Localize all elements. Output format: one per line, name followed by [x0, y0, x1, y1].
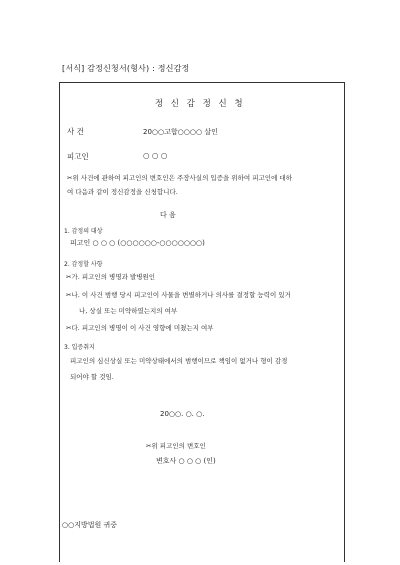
- form-label: [서식] 감정신청서(형사) : 정신감정: [62, 64, 190, 73]
- section-2-item-a: ✂가. 피고인의 병명과 발병원인: [66, 273, 156, 281]
- court-recipient: ○○지방법원 귀중: [62, 521, 118, 529]
- section-2-item-b-line-2: 나, 상실 또는 미약하였는지의 여부: [79, 307, 178, 315]
- section-3-title: 3. 입증취지: [64, 344, 95, 351]
- intro-line-1: ✂위 사건에 관하여 피고인의 변호인은 주장사실의 입증을 위하여 피고인에 대하: [67, 174, 292, 182]
- defendant-name: ○ ○ ○: [143, 151, 168, 160]
- signature-line-2: 변호사 ○ ○ ○ (인): [156, 457, 216, 465]
- case-value: 20○○고합○○○○ 살인: [143, 128, 218, 136]
- section-2-item-c: ✂다. 피고인의 병명이 이 사건 영향에 미쳤는지 여부: [66, 324, 214, 332]
- document-date: 20○○. ○. ○.: [160, 410, 205, 418]
- intro-line-2: 여 다음과 같이 정신감정을 신청합니다.: [67, 188, 178, 196]
- document-title: 정 신 감 정 신 청: [154, 99, 246, 109]
- section-1-body: 피고인 ○ ○ ○ (○○○○○○-○○○○○○○): [70, 239, 205, 247]
- section-2-item-b-line-1: ✂나. 이 사건 범행 당시 피고인이 사물을 변별하거나 의사를 결정할 능력이 있거: [66, 291, 291, 299]
- section-2-title: 2. 감정할 사항: [64, 261, 103, 268]
- section-1-title: 1. 감정의 대상: [64, 228, 103, 235]
- document-frame: [59, 82, 345, 562]
- defendant-label: 피고인: [67, 152, 89, 161]
- section-3-line-2: 되어야 할 것임.: [70, 373, 114, 381]
- heading-next: 다 음: [160, 211, 176, 219]
- section-3-line-1: 피고인의 심신상실 또는 미약상태에서의 범행이므로 책임이 없거나 형이 감경: [70, 357, 288, 365]
- case-label: 사 건: [67, 127, 84, 136]
- signature-line-1: ✂위 피고인의 변호인: [146, 442, 206, 450]
